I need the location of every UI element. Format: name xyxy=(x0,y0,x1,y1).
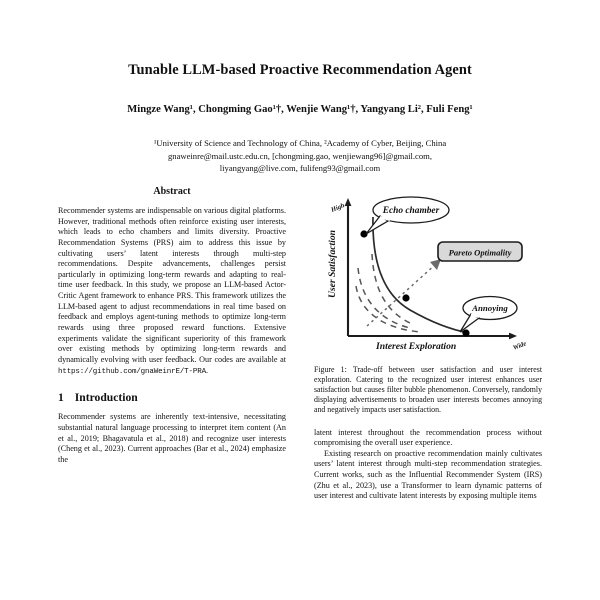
right-column xyxy=(314,186,542,502)
page-title: Tunable LLM-based Proactive Recommendation Agent xyxy=(128,62,472,78)
y-axis-label: User Satisfaction xyxy=(327,230,338,298)
echo-chamber-label: Echo chamber xyxy=(382,206,440,216)
x-axis-arrow xyxy=(509,333,517,340)
intro-paragraph-continuation: latent interest throughout the recommendation process without compromising the overall user experience. xyxy=(314,427,542,448)
y-axis-arrow xyxy=(345,198,352,206)
abstract-text: Recommender systems are indispensable on various digital platforms. However, traditional methods often reinforce existing user interests, which leads to echo chambers and limits diversity. Proactive Recommendation Systems (PRS) aim to address this issue by cultivating users’ latent interests through multi-step recommendations. Despite advancements, challenges persist particularly in optimizing long-term rewards and adapting to real-time user feedback. In this study, we propose an LLM-based Actor-Critic Agent framework to enhance PRS. This framework utilizes the LLM-based agent to adjust recommendations in real time based on feedback and employs agent-tuning methods to optimize long-term rewards using three proposed reward functions. Extensive experiments validate the significant superiority of this framework over existing methods by optimizing long-term rewards and dynamically evolving with user feedback. Our codes are available at xyxy=(58,206,286,364)
author-list: Mingze Wang¹, Chongming Gao¹†, Wenjie Wang¹†, Yangyang Li², Fuli Feng¹ xyxy=(127,104,473,116)
abstract-url[interactable]: https://github.com/gnaWeinrE/T-PRA xyxy=(58,367,206,376)
dashed-curve-3 xyxy=(356,286,420,332)
introduction-heading xyxy=(58,391,286,404)
left-column xyxy=(58,186,286,502)
figure-1 xyxy=(314,186,542,416)
abstract-text-tail: . xyxy=(205,365,208,375)
introduction-paragraph-1: Recommender systems are inherently text-intensive, necessitating substantial natural language processing to interpret item content (An et al., 2019; Bhagavatula et al., 2018) and recognize user interests (Cheng et al., 2023). Current approaches (Bar et al., 2024) emphasize the xyxy=(58,412,286,464)
section-number: 1 xyxy=(58,391,64,405)
intro-paragraph-2: Existing research on proactive recommendation mainly cultivates users’ latent interest through multi-step recommendation strategies. Current works, such as the Influential Recommender System (IRS) (Zhu et al., 2023), use a Transformer to learn dynamic patterns of user interest and cultivate latent interests by exposing multiple items xyxy=(314,448,542,501)
point-annoying xyxy=(462,329,469,336)
abstract-heading: Abstract xyxy=(153,186,191,197)
pareto-frontier-curve xyxy=(373,217,469,333)
email-line-1: gnaweinre@mail.ustc.edu.cn, [chongming.gao, wenjiewang96]@gmail.com, xyxy=(167,150,433,161)
figure-1-graphic xyxy=(314,186,542,358)
email-line-2: liyangyang@live.com, fulifeng93@gmail.com xyxy=(219,163,381,174)
affiliation-block xyxy=(60,137,540,175)
x-axis-tip-label: Wide xyxy=(512,340,528,352)
pareto-optimality-label: Pareto Optimality xyxy=(448,247,512,258)
x-axis-label: Interest Exploration xyxy=(376,341,457,352)
point-pareto xyxy=(402,294,409,301)
section-title: Introduction xyxy=(74,391,138,405)
body-columns xyxy=(0,186,600,502)
dashed-curve-2 xyxy=(358,268,410,328)
annoying-label: Annoying xyxy=(472,303,508,313)
figure-1-caption: Figure 1: Trade-off between user satisfaction and user interest exploration. Catering to the recognized user interest enhances user satisfaction but causes filter bubble phenomenon. Conversely, randomly displaying advertisements to broaden user interests becomes annoying and negatively impacts user satisfaction. xyxy=(314,365,542,415)
affiliation-line: ¹University of Science and Technology of China, ²Academy of Cyber, Beijing, China xyxy=(153,137,447,148)
improvement-arrow-line xyxy=(367,264,436,326)
abstract-paragraph xyxy=(58,206,286,377)
right-column-text xyxy=(314,428,542,502)
title-block xyxy=(0,0,600,175)
improvement-arrow-head xyxy=(430,259,441,270)
y-axis-tip-label: High xyxy=(330,202,346,214)
